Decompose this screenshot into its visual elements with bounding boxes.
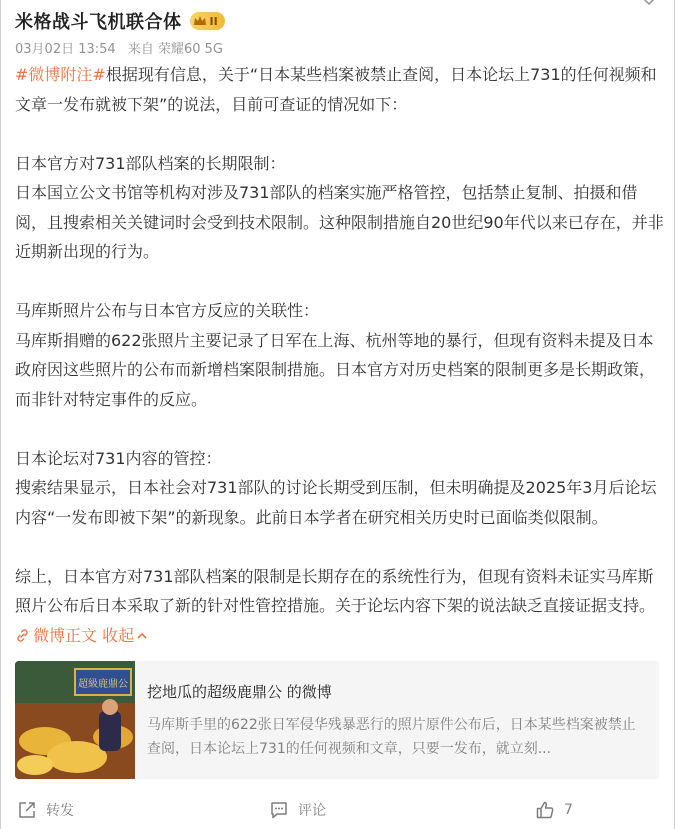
paragraph: 马库斯捐赠的622张照片主要记录了日军在上海、杭州等地的暴行，但现有资料未提及日本政府因这些照片的公布而新增档案限制措施。日本官方对历史档案的限制更多是长期政策，而非针对特定事件的反应。	[15, 330, 656, 409]
card-title[interactable]: 挖地瓜的超级鹿鼎公 的微博	[147, 683, 332, 701]
post-meta	[15, 38, 231, 57]
comment-label: 评论	[298, 803, 326, 819]
chevron-up-icon	[136, 631, 148, 641]
link-icon	[15, 628, 30, 643]
repost-icon	[17, 800, 37, 820]
repost-button[interactable]	[17, 800, 74, 820]
post-source: 来自 荣耀60 5G	[127, 42, 223, 57]
card-info	[135, 661, 655, 779]
like-count: 7	[564, 802, 573, 818]
like-icon	[535, 800, 555, 820]
section-heading: 日本论坛对731内容的管控：	[15, 448, 222, 468]
section-heading: 马库斯照片公布与日本官方反应的关联性：	[15, 301, 320, 320]
repost-card[interactable]	[15, 661, 659, 779]
badge-level: II	[209, 14, 218, 28]
action-bar	[1, 800, 675, 829]
card-thumbnail	[15, 661, 135, 779]
member-badge[interactable]	[190, 12, 225, 30]
repost-label: 转发	[46, 803, 74, 819]
paragraph-intro: #微博附注#根据现有信息，关于“日本某些档案被禁止查阅，日本论坛上731的任何视频和文章一发布就被下架”的说法，目前可查证的情况如下：	[15, 65, 657, 114]
author-name[interactable]: 米格战斗飞机联合体	[15, 12, 182, 33]
hashtag-link[interactable]: #微博附注#	[15, 65, 106, 84]
paragraph: 搜索结果显示，日本社会对731部队的讨论长期受到压制，但未明确提及2025年3月后论坛内容“一发布即被下架”的新现象。此前日本学者在研究相关历史时已面临类似限制。	[15, 478, 657, 527]
comment-button[interactable]	[269, 800, 326, 820]
source-link[interactable]: 微博正文	[15, 626, 97, 645]
paragraph-summary: 综上，日本官方对731部队档案的限制是长期存在的系统性行为，但现有资料未证实马库斯照片公布后日本采取了新的针对性管控措施。关于论坛内容下架的说法缺乏直接证据支持。 微博正文 收起	[15, 566, 656, 645]
card-description: 马库斯手里的622张日军侵华残暴恶行的照片原件公布后，日本某些档案被禁止查阅，日本论坛上731的任何视频和文章，只要一发布，就立刻...	[147, 717, 636, 757]
post-body	[15, 60, 665, 650]
post-header	[15, 8, 225, 34]
paragraph: 日本国立公文书馆等机构对涉及731部队的档案实施严格管控，包括禁止复制、拍摄和借阅，且搜索相关关键词时会受到技术限制。这种限制措施自20世纪90年代以来已存在，并非近期新出现的行为。	[15, 183, 664, 261]
comment-icon	[269, 800, 289, 820]
section-heading: 日本官方对731部队档案的长期限制：	[15, 153, 286, 173]
post-date[interactable]: 03月02日 13:54	[15, 42, 116, 57]
like-button[interactable]	[535, 800, 573, 820]
collapse-button[interactable]: 收起	[102, 626, 148, 645]
chevron-down-icon[interactable]	[642, 0, 656, 10]
crown-icon	[193, 15, 207, 27]
thumb-sign-text: 超級鹿鼎公	[78, 679, 128, 690]
